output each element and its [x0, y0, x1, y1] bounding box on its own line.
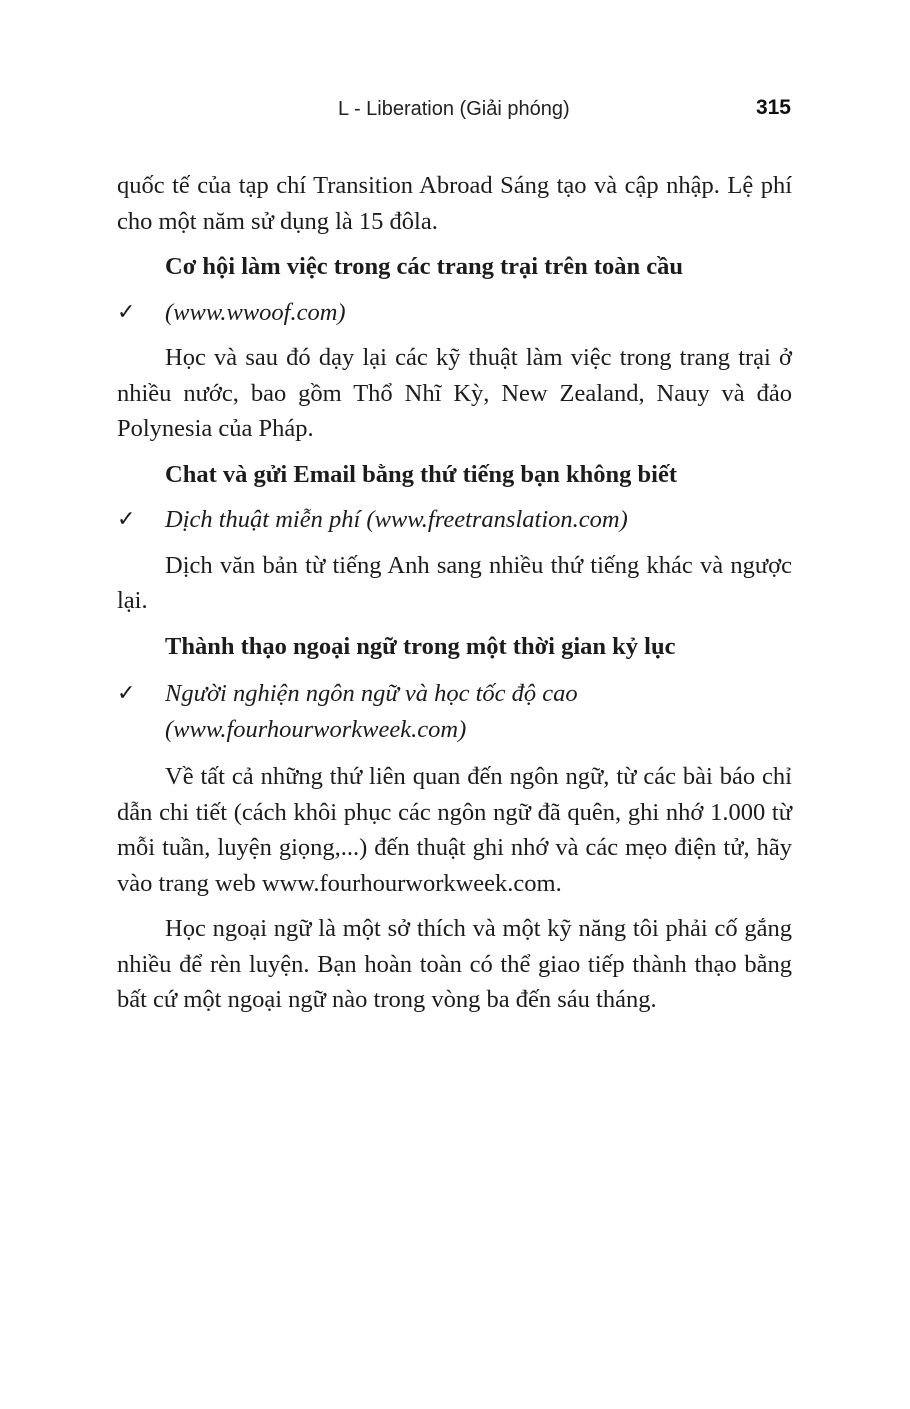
paragraph-farms: Học và sau đó dạy lại các kỹ thuật làm việc trong trang trại ở nhiều nước, bao gồm Thổ Nhĩ Kỳ, New Zealand, Nauy và đảo Polynesia của Pháp.	[117, 344, 792, 442]
section-heading-translation: Chat và gửi Email bằng thứ tiếng bạn không biết	[165, 460, 678, 488]
resource-text: Dịch thuật miễn phí (www.freetranslation.com)	[165, 506, 628, 533]
section-heading-farms: Cơ hội làm việc trong các trang trại trên toàn cầu	[165, 253, 683, 280]
page-number: 315	[755, 96, 791, 119]
running-title: L - Liberation (Giải phóng)	[338, 98, 570, 120]
resource-item-freetranslation	[117, 502, 792, 538]
resource-item-wwoof	[117, 295, 792, 331]
checkmark-icon: ✓	[117, 299, 136, 325]
page-body	[117, 168, 792, 1018]
resource-text: (www.wwoof.com)	[165, 298, 346, 326]
resource-item-fourhourworkweek	[117, 676, 792, 747]
paragraph-language-resources: Về tất cả những thứ liên quan đến ngôn ngữ, từ các bài báo chỉ dẫn chi tiết (cách khôi phục các ngôn ngữ đã quên, ghi nhớ 1.000 từ mỗi tuần, luyện giọng,...) đến thuật ghi nhớ và các mẹo điện tử, hãy vào trang web www.fourhourworkweek.com.	[117, 763, 792, 897]
running-header	[0, 96, 910, 126]
paragraph-intro: quốc tế của tạp chí Transition Abroad Sáng tạo và cập nhập. Lệ phí cho một năm sử dụng là 15 đôla.	[117, 172, 792, 235]
resource-text-line2: (www.fourhourworkweek.com)	[165, 715, 467, 743]
checkmark-icon: ✓	[117, 507, 136, 532]
paragraph-language-hobby: Học ngoại ngữ là một sở thích và một kỹ năng tôi phải cố gắng nhiều để rèn luyện. Bạn hoàn toàn có thể giao tiếp thành thạo bằng bất cứ một ngoại ngữ nào trong vòng ba đến sáu tháng.	[117, 915, 792, 1013]
paragraph-translation: Dịch văn bản từ tiếng Anh sang nhiều thứ tiếng khác và ngược lại.	[117, 551, 792, 614]
checkmark-icon: ✓	[117, 681, 136, 706]
resource-text-line1: Người nghiện ngôn ngữ và học tốc độ cao	[165, 680, 578, 707]
section-heading-language-mastery: Thành thạo ngoại ngữ trong một thời gian kỷ lục	[165, 632, 676, 660]
